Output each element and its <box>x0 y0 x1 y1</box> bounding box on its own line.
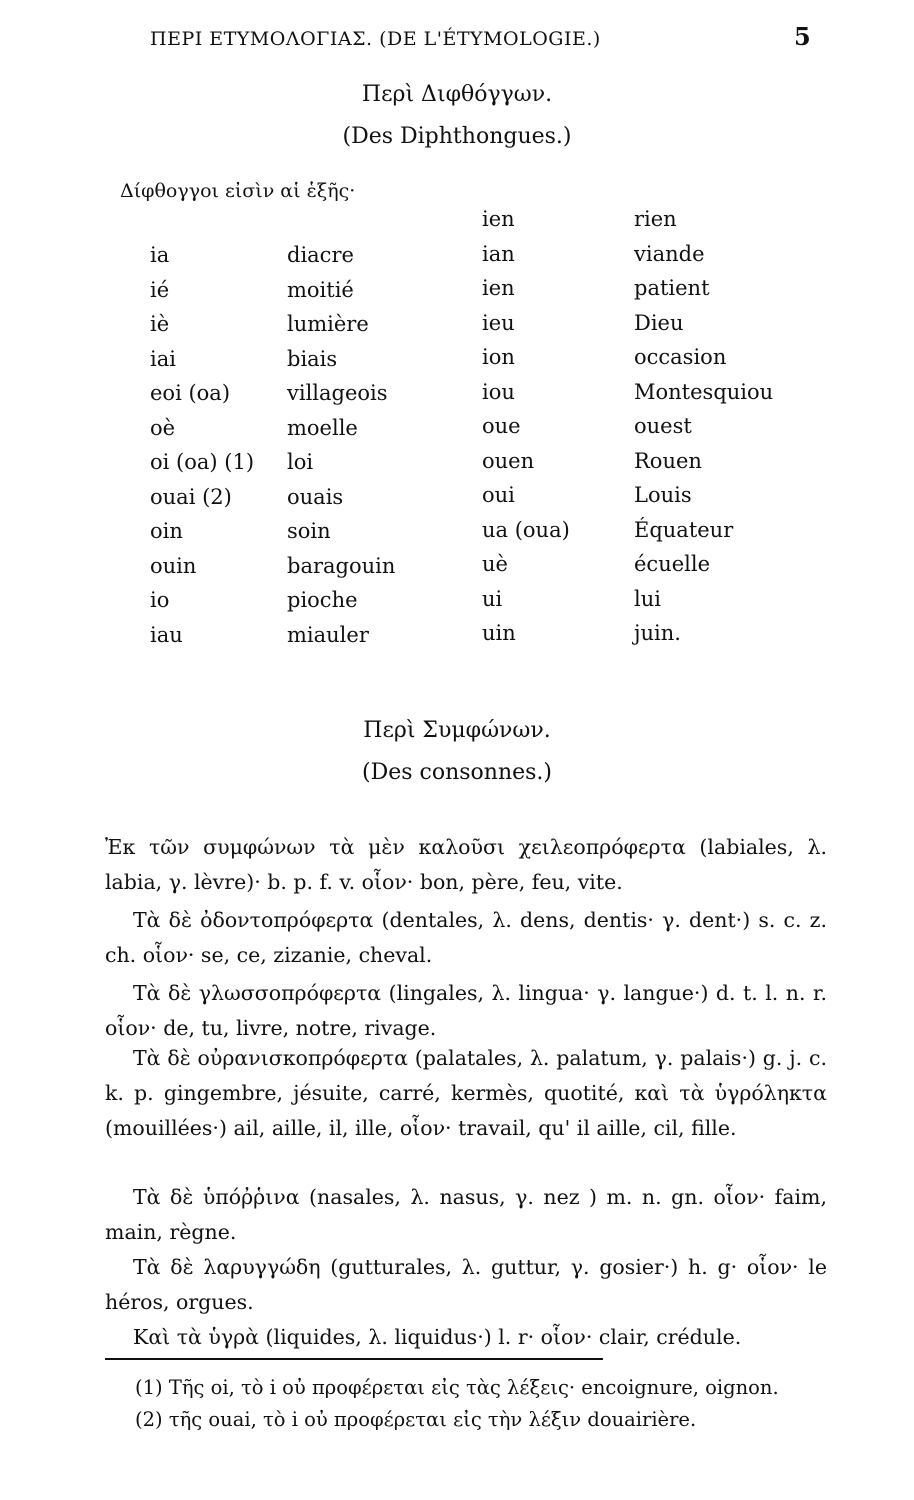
example-word: Montesquiou <box>634 379 774 404</box>
example-word: occasion <box>634 345 727 369</box>
footnote-rule <box>105 1358 603 1360</box>
example-word: miauler <box>287 622 369 647</box>
diphthong: uè <box>482 552 508 576</box>
diphthong: ouai (2) <box>150 484 232 509</box>
diphthong: ieu <box>482 310 515 335</box>
diphthong: ian <box>482 241 515 266</box>
diphthong: ié <box>150 277 170 302</box>
consonant-paragraph-nasales: Τὰ δὲ ὑπόῤῥινα (nasales, λ. nasus, γ. nez ) m. n. gn. οἷον· faim, main, règne. <box>105 1185 827 1244</box>
diphthong: iai <box>150 346 176 371</box>
example-word: patient <box>634 276 710 300</box>
consonants-title-greek: Περὶ Συμφώνων. <box>363 718 551 743</box>
consonant-paragraph-gutturales: Τὰ δὲ λαρυγγώδη (gutturales, λ. guttur, γ. gosier·) h. g· οἷον· le héros, orgues. <box>105 1255 827 1314</box>
example-word: loi <box>287 450 314 474</box>
diphthong: iau <box>150 622 183 647</box>
footnote-1: (1) Τῆς oi, τὸ i οὐ προφέρεται εἰς τὰς λέξεις· encoignure, oignon. <box>135 1376 779 1399</box>
consonants-title-french: (Des consonnes.) <box>361 760 553 785</box>
diphthong: ia <box>150 243 170 267</box>
example-word: viande <box>634 241 705 266</box>
diphthong: ouen <box>482 448 535 473</box>
diphthong: oin <box>150 519 183 543</box>
consonant-paragraph-lingales: Τὰ δὲ γλωσσοπρόφερτα (lingales, λ. lingua· γ. langue·) d. t. l. n. r. οἷον· de, tu, livre, notre, rivage. <box>105 981 827 1040</box>
consonant-paragraph-liquides: Καὶ τὰ ὑγρὰ (liquides, λ. liquidus·) l. r· οἷον· clair, crédule. <box>133 1325 742 1349</box>
example-word: soin <box>287 519 331 543</box>
example-word: Rouen <box>634 448 702 473</box>
example-word: ouest <box>634 414 692 438</box>
example-word: ouais <box>287 484 344 509</box>
example-word: villageois <box>287 381 388 405</box>
diphthong-table <box>0 205 914 655</box>
page-number: 5 <box>794 22 811 51</box>
example-word: lui <box>634 586 661 611</box>
example-word: juin. <box>634 621 681 645</box>
example-word: Dieu <box>634 310 684 335</box>
example-word: biais <box>287 346 338 371</box>
diphthong: eoi (oa) <box>150 381 231 405</box>
diphthongs-title-greek: Περὶ Διφθόγγων. <box>361 82 553 107</box>
example-word: rien <box>634 207 677 231</box>
diphthong: ien <box>482 276 515 300</box>
diphthongs-title-french: (Des Diphthongues.) <box>342 124 572 149</box>
diphthong: ui <box>482 586 503 611</box>
diphthong: oi (oa) (1) <box>150 450 255 474</box>
diphthong: ion <box>482 345 515 369</box>
example-word: moelle <box>287 415 358 440</box>
example-word: Équateur <box>634 517 734 542</box>
diphthong: oè <box>150 415 176 440</box>
diphthong: ouin <box>150 553 197 578</box>
diphthong: ua (oua) <box>482 517 570 542</box>
example-word: pioche <box>287 588 358 612</box>
diphthong: io <box>150 588 170 612</box>
consonant-paragraph-palatales: Τὰ δὲ οὐρανισκοπρόφερτα (palatales, λ. palatum, γ. palais·) g. j. c. k. p. gingembre, jésuite, carré, kermès, quotité, καὶ τὰ ὑγρόληκτα (mouillées·) ail, aille, il, ille, οἷον· travail, qu' il aille, cil, fille. <box>105 1046 827 1140</box>
diphthong: iè <box>150 312 170 336</box>
example-word: Louis <box>634 483 692 507</box>
diphthong: uin <box>482 621 516 645</box>
example-word: moitié <box>287 277 354 302</box>
diphthong: iou <box>482 379 515 404</box>
running-head: ΠΕΡΙ ΕΤΥΜΟΛΟΓΙΑΣ. (DE L'ÉTYMOLOGIE.) <box>150 28 601 50</box>
consonant-paragraph-labiales: Ἐκ τῶν συμφώνων τὰ μὲν καλοῦσι χειλεοπρόφερτα (labiales, λ. labia, γ. lèvre)· b. p. f. v. οἷον· bon, père, feu, vite. <box>105 835 827 894</box>
diphthongs-intro: Δίφθογγοι εἰσὶν αἱ ἑξῆς· <box>120 180 356 202</box>
footnote-2: (2) τῆς ouai, τὸ i οὐ προφέρεται εἰς τὴν λέξιν douairière. <box>135 1408 697 1431</box>
example-word: baragouin <box>287 553 396 578</box>
diphthong: oui <box>482 483 515 507</box>
diphthong: ien <box>482 207 515 231</box>
example-word: écuelle <box>634 552 711 576</box>
diphthong: oue <box>482 414 521 438</box>
consonant-paragraph-dentales: Τὰ δὲ ὀδοντοπρόφερτα (dentales, λ. dens, dentis· γ. dent·) s. c. z. ch. οἷον· se, ce, zizanie, cheval. <box>105 908 827 967</box>
example-word: diacre <box>287 243 354 267</box>
example-word: lumière <box>287 312 369 336</box>
